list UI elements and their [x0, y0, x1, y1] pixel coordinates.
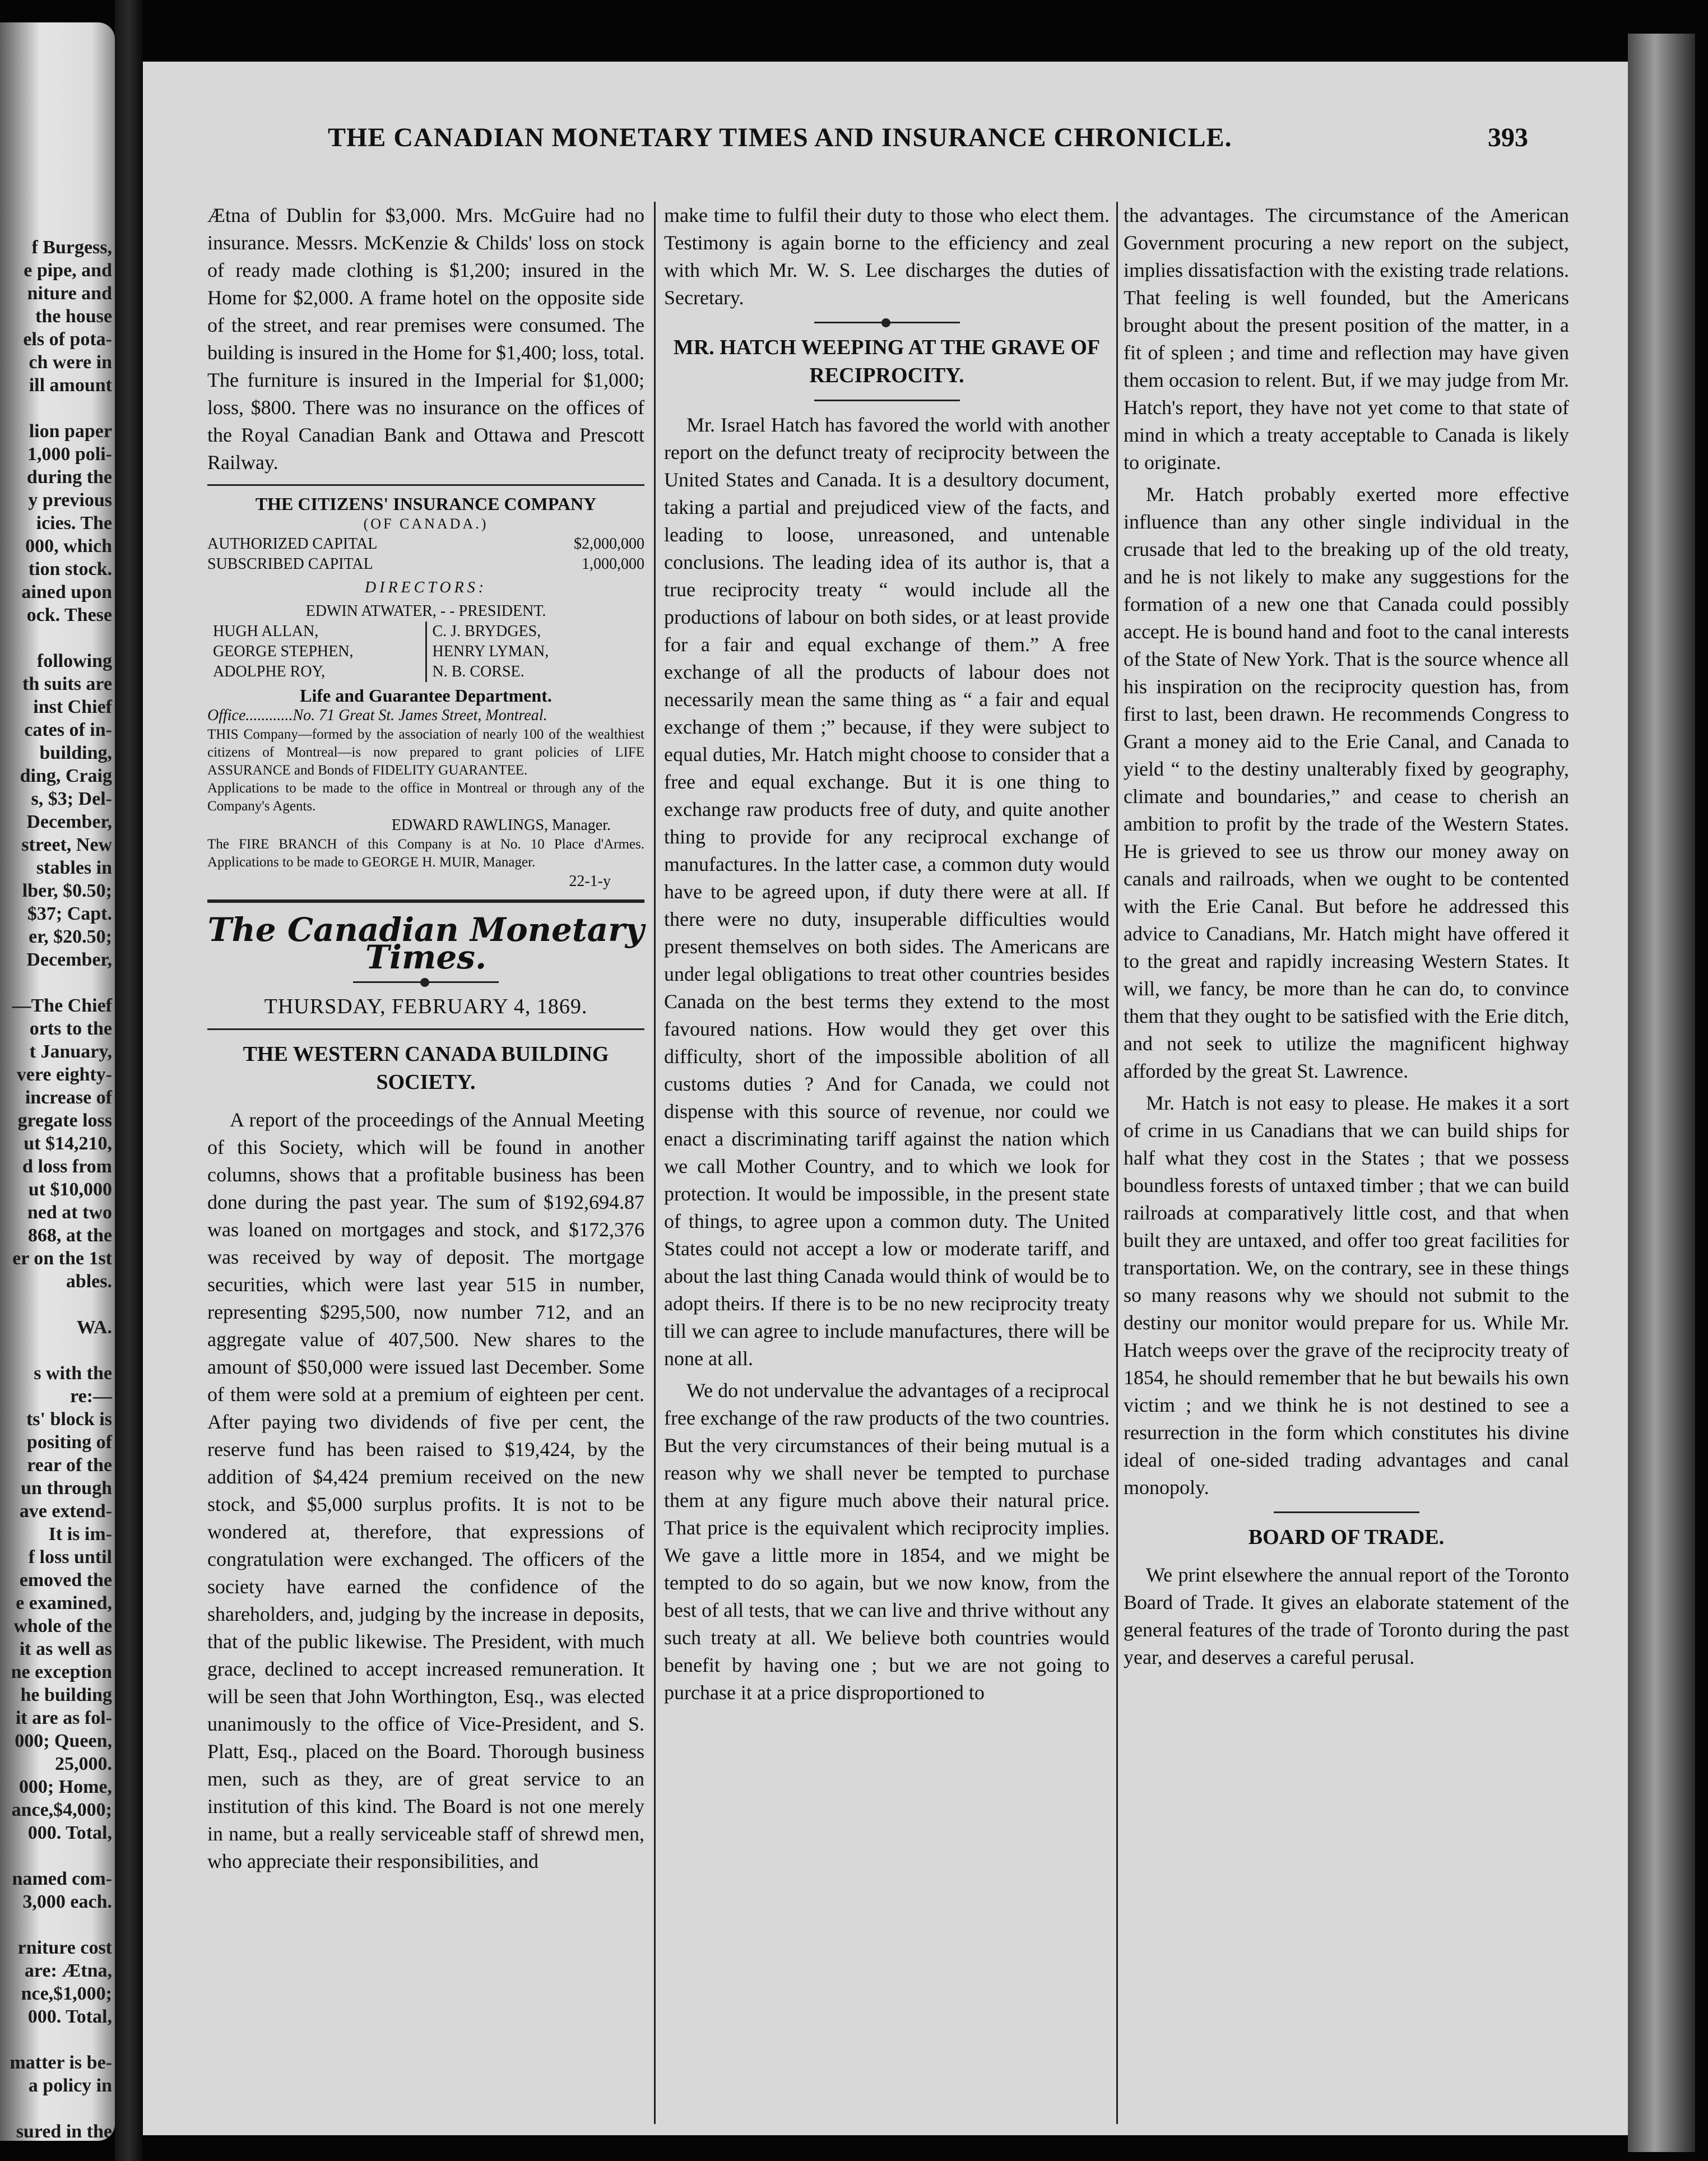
subscribed-capital-value: 1,000,000: [582, 555, 644, 573]
facing-page-text-fragment: 000. Total,: [27, 1823, 112, 1843]
facing-page-text-fragment: following: [36, 651, 112, 671]
facing-page-text-fragment: er on the 1st: [12, 1248, 112, 1269]
subscribed-capital-row: [207, 554, 644, 574]
facing-page-text-fragment: 000; Queen,: [15, 1731, 112, 1751]
column-3: [1124, 202, 1569, 1676]
facing-page-text-fragment: matter is be-: [10, 2052, 112, 2073]
facing-page-text-fragment: ding, Craig: [20, 766, 112, 786]
directors-left: [207, 622, 427, 682]
director-name: C. J. BRYDGES,: [432, 623, 541, 640]
director-name: HENRY LYMAN,: [432, 643, 549, 660]
facing-page-text-fragment: WA.: [76, 1317, 112, 1338]
ad-company-name: THE CITIZENS' INSURANCE COMPANY: [255, 494, 597, 514]
ad-body: THIS Company—formed by the association of nearly 100 of the wealthiest citizens of Montreal—is now prepared to grant policies of LIFE ASSURANCE and Bonds of FIDELITY GUARANTEE.: [207, 727, 644, 778]
ad-applications: Applications to be made to the office in Montreal or through any of the Company's Agents.: [207, 781, 644, 814]
facing-page-text-fragment: rear of the: [27, 1455, 112, 1476]
article-headline: THE WESTERN CANADA BUILDING SOCIETY.: [243, 1042, 609, 1094]
facing-page-text-fragment: a policy in: [28, 2075, 112, 2096]
facing-page-text-fragment: e pipe, and: [24, 260, 112, 281]
facing-page-fragment: [0, 22, 115, 2141]
facing-page-text-fragment: 25,000.: [55, 1754, 112, 1774]
ad-fire-branch: The FIRE BRANCH of this Company is at No. 10 Place d'Armes. Applications to be made to GEORGE H. MUIR, Manager.: [207, 837, 644, 870]
facing-page-text-fragment: orts to the: [29, 1018, 112, 1039]
facing-page-text-fragment: els of pota-: [23, 329, 112, 350]
facing-page-text-fragment: positing of: [26, 1432, 112, 1453]
facing-page-text-fragment: ts' block is: [26, 1409, 112, 1430]
facing-page-text-fragment: 000; Home,: [18, 1777, 112, 1797]
authorized-capital-label: AUTHORIZED CAPITAL: [207, 535, 378, 553]
director-name: HUGH ALLAN,: [213, 623, 319, 640]
facing-page-text-fragment: ained upon: [21, 582, 112, 602]
facing-page-text-fragment: nce,$1,000;: [21, 1983, 112, 2004]
facing-page-text-fragment: —The Chief: [12, 995, 112, 1016]
article-paragraph: Mr. Hatch probably exerted more effective influence than any other single individual in the crusade that led to the breaking up of the old treaty, and he is not likely to make any suggestions for the formation of a new one that Canada could possibly accept. He is bound hand and foot to the canal interests of the State of New York. That is the source whence all his inspiration on the reciprocity question has, from first to last, been drawn. He recommends Congress to Grant a money aid to the Erie Canal, and Canada to yield “ to the destiny unalterably fixed by geography, climate and boundaries,” and cease to cherish an ambition to profit by the trade of the Western States. He is grieved to see us throw our money away on canals and railroads, when we ought to be contented with the Erie Canal. But before he addressed this advice to Canadians, Mr. Hatch might have offered it to the great and rapidly increasing Western States. It will, we fancy, be more than he can do, to convince them that they ought to be satisfied with the Erie ditch, and not seek to utilize the magnificent highway afforded by the great St. Lawrence.: [1124, 483, 1569, 1082]
ad-manager: EDWARD RAWLINGS, Manager.: [391, 817, 611, 834]
facing-page-text-fragment: ne exception: [11, 1662, 112, 1682]
facing-page-text-fragment: icies. The: [36, 513, 112, 534]
article-paragraph: We do not undervalue the advantages of a reciprocal free exchange of the raw products of the two countries. But the very circumstances of their being mutual is a reason why we shall never be tempted to purchase them at any figure much above their natural price. That price is the equivalent which reciprocity implies. We gave a little more in 1854, and we might be tempted to do so again, but we now know, from the best of all tests, that we can live and thrive without any such treaty at all. We believe both countries would benefit by having one ; but we are not going to purchase it at a price disproportioned to: [664, 1379, 1110, 1704]
facing-page-text-fragment: emoved the: [19, 1570, 112, 1590]
column-rule: [1116, 202, 1118, 2124]
facing-page-text-fragment: ables.: [66, 1271, 112, 1292]
facing-page-text-fragment: rniture cost: [17, 1937, 112, 1958]
facing-page-text-fragment: e examined,: [16, 1593, 112, 1613]
facing-page-text-fragment: are: Ætna,: [24, 1960, 112, 1981]
article-paragraph: A report of the proceedings of the Annual Meeting of this Society, which will be found in another columns, shows that a profitable business has been done during the past year. The sum of $192,694.87 was loaned on mortgages and stock, and $172,376 was received by way of deposit. The mortgage securities, which were last year 515 in number, representing $295,500, now number 712, and an aggregate value of 407,500. New shares to the amount of $50,000 were issued last December. Some of them were sold at a premium of eighteen per cent. After paying two dividends of five per cent, the reserve fund has been raised to $19,424, by the addition of $4,424 premium received on the new stock, and $5,000 surplus profits. It is not to be wondered at, therefore, that expressions of congratulation were exchanged. The officers of the society have earned the confidence of the shareholders, and, judging by the increase in deposits, that of the public likewise. The President, with much grace, declined to accept increased remuneration. It will be seen that John Worthington, Esq., was elected unanimously to the office of Vice-President, and S. Platt, Esq., placed on the Board. Thorough business men, such as they, are of great service to an institution of this kind. The Board is not one merely in name, but a really serviceable staff of shrewd men, who appreciate their responsibilities, and: [207, 1109, 644, 1872]
subscribed-capital-label: SUBSCRIBED CAPITAL: [207, 555, 373, 573]
facing-page-text-fragment: named com-: [12, 1868, 112, 1889]
facing-page-text-fragment: d loss from: [22, 1156, 112, 1177]
facing-page-text-fragment: stables in: [36, 857, 112, 878]
masthead: The Canadian Monetary Times.: [207, 911, 644, 976]
facing-page-text-fragment: th suits are: [22, 674, 112, 694]
article-headline: MR. HATCH WEEPING AT THE GRAVE OF RECIPROCITY.: [673, 336, 1101, 387]
facing-page-text-fragment: $37; Capt.: [27, 903, 112, 924]
facing-page-text-fragment: 868, at the: [27, 1225, 112, 1246]
facing-page-text-fragment: un through: [21, 1478, 112, 1499]
facing-page-text-fragment: vere eighty-: [16, 1064, 112, 1085]
newspaper-page: [143, 62, 1656, 2135]
page-header: [143, 122, 1656, 167]
facing-page-text-fragment: ill amount: [29, 375, 112, 396]
ornament-rule: [1274, 1511, 1419, 1513]
column-rule: [654, 202, 656, 2124]
directors-heading: DIRECTORS:: [364, 579, 488, 596]
column-1: [207, 202, 644, 1880]
running-title: THE CANADIAN MONETARY TIMES AND INSURANCE CHRONICLE.: [328, 123, 1232, 152]
dateline: THURSDAY, FEBRUARY 4, 1869.: [264, 995, 588, 1018]
facing-page-text-fragment: 1,000 poli-: [27, 444, 112, 465]
facing-page-text-fragment: It is im-: [48, 1524, 112, 1545]
facing-page-text-fragment: increase of: [25, 1087, 112, 1108]
facing-page-text-fragment: s with the: [34, 1363, 112, 1384]
facing-page-text-fragment: niture and: [27, 283, 112, 304]
article-paragraph: the advantages. The circumstance of the American Government procuring a new report on the subject, implies dissatisfaction with the existing trade relations. That feeling is well founded, but the Americans brought about the present position of the matter, in a fit of spleen ; and time and reflection may have given them occasion to relent. But, if we may judge from Mr. Hatch's report, they have not yet come to that state of mind in which a treaty acceptable to Canada is likely to originate.: [1124, 204, 1569, 474]
facing-page-text-fragment: during the: [26, 467, 112, 488]
divider: [207, 899, 644, 903]
facing-page-text-fragment: it as well as: [19, 1639, 112, 1659]
department-heading: Life and Guarantee Department.: [300, 685, 552, 706]
ornament-rule: [353, 981, 499, 983]
facing-page-text-fragment: f loss until: [28, 1547, 112, 1568]
facing-page-text-fragment: he building: [20, 1685, 112, 1705]
facing-page-text-fragment: ock. These: [26, 605, 112, 625]
director-name: ADOLPHE ROY,: [213, 663, 326, 680]
office-address: Office............No. 71 Great St. James Street, Montreal.: [207, 707, 547, 724]
page-edge-shadow: [1628, 34, 1695, 2152]
facing-page-text-fragment: er, $20.50;: [29, 926, 112, 947]
director-name: GEORGE STEPHEN,: [213, 643, 354, 660]
facing-page-text-fragment: 3,000 each.: [22, 1891, 112, 1912]
citizens-insurance-ad: [207, 494, 644, 892]
ad-of-canada: (OF CANADA.): [363, 516, 489, 532]
facing-page-text-fragment: building,: [39, 743, 112, 763]
president-line: EDWIN ATWATER, - - PRESIDENT.: [305, 602, 546, 620]
article-continuation: make time to fulfil their duty to those who elect them. Testimony is again borne to the efficiency and zeal with which Mr. W. S. Lee discharges the duties of Secretary.: [664, 204, 1110, 309]
ad-code: 22-1-y: [569, 873, 611, 890]
facing-page-text-fragment: December,: [26, 949, 112, 970]
facing-page-text-fragment: December,: [26, 811, 112, 832]
facing-page-text-fragment: gregate loss: [17, 1110, 112, 1131]
facing-page-text-fragment: re:—: [70, 1386, 112, 1407]
facing-page-text-fragment: inst Chief: [33, 697, 112, 717]
facing-page-text-fragment: ch were in: [29, 352, 112, 373]
facing-page-text-fragment: ned at two: [27, 1202, 112, 1223]
page-number: 393: [1488, 123, 1528, 152]
facing-page-text-fragment: street, New: [21, 834, 112, 855]
directors-list: [207, 622, 644, 682]
facing-page-text-fragment: 000. Total,: [27, 2006, 112, 2027]
authorized-capital-row: [207, 534, 644, 554]
article-paragraph: Mr. Hatch is not easy to please. He makes it a sort of crime in us Canadians that we can build ships for half what they cost in the States ; that we possess boundless forests of untaxed timber ; that we can build railroads at comparatively little cost, and that when built they are untaxed, and offer too great facilities for transportation. We, on the contrary, see in these things so many reasons why we should not submit to the destiny our monitor would prepare for us. While Mr. Hatch weeps over the grave of the reciprocity treaty of 1854, he should remember that he but bewails his own victim ; and we think he is not destined to see a resurrection in the form which constitutes his divine ideal of one-sided trading advantages and canal monopoly.: [1124, 1092, 1569, 1499]
facing-page-text-fragment: ut $10,000: [28, 1179, 112, 1200]
facing-page-text-fragment: ave extend-: [19, 1501, 112, 1522]
ornament-rule: [814, 322, 960, 323]
facing-page-text-fragment: lion paper: [29, 421, 112, 442]
facing-page-text-fragment: s, $3; Del-: [31, 789, 112, 809]
facing-page-text-fragment: 000, which: [25, 536, 112, 557]
facing-page-text-fragment: tion stock.: [28, 559, 112, 579]
facing-page-text-fragment: lber, $0.50;: [22, 880, 112, 901]
facing-page-text-fragment: the house: [35, 306, 112, 327]
article-paragraph: We print elsewhere the annual report of the Toronto Board of Trade. It gives an elaborate statement of the general features of the trade of Toronto during the past year, and deserves a careful perusal.: [1124, 1564, 1569, 1668]
facing-page-text-fragment: whole of the: [13, 1616, 112, 1636]
facing-page-text-fragment: cates of in-: [24, 720, 112, 740]
article-headline: BOARD OF TRADE.: [1248, 1525, 1445, 1549]
facing-page-text-fragment: ance,$4,000;: [11, 1800, 112, 1820]
divider: [207, 1028, 644, 1030]
article-paragraph: Mr. Israel Hatch has favored the world with another report on the defunct treaty of reciprocity between the United States and Canada. It is a desultory document, taking a partial and prejudiced view of the facts, and leading to loose, unreasoned, and untenable conclusions. The leading idea of its author is, that a true reciprocity treaty “ would include all the productions of labour on both sides, or at least provide for a fair and equal exchange of them.” A free exchange of all the products of labour does not necessarily mean the same thing as “ a fair and equal exchange of them ;” because, if they were subject to equal duties, Mr. Hatch might choose to consider that a free and equal exchange. But it is one thing to exchange raw products free of duty, and quite another thing to provide for any reciprocal exchange of manufactures. In the latter case, a common duty would have to be agreed upon, if duty there were at all. If there were no duty, insuperable difficulties would present themselves on both sides. The Americans are under legal obligations to treat other countries besides Canada on the best terms they extend to the most favoured nations. How would they get over this difficulty, short of the impossible abolition of all customs duties ? And for Canada, we could not dispense with this source of revenue, nor could we enact a discriminating tariff against the nation which we call Mother Country, and to which we look for protection. It would be impossible, in the present state of things, to agree upon a common duty. The United States could not accept a low or moderate tariff, and about the last thing Canada would think of would be to adopt theirs. If there is to be no new reciprocity treaty till we can agree to include manufactures, there will be none at all.: [664, 414, 1110, 1370]
column-2: [664, 202, 1110, 1711]
facing-page-text-fragment: it are as fol-: [15, 1708, 112, 1728]
facing-page-text-fragment: ut $14,210,: [24, 1133, 112, 1154]
divider: [207, 484, 644, 486]
director-name: N. B. CORSE.: [432, 663, 525, 680]
authorized-capital-value: $2,000,000: [574, 535, 644, 553]
book-gutter: [115, 0, 143, 2161]
facing-page-text-fragment: f Burgess,: [31, 237, 112, 258]
fire-report-text: Ætna of Dublin for $3,000. Mrs. McGuire had no insurance. Messrs. McKenzie & Childs' loss on stock of ready made clothing is $1,200; insured in the Home for $2,000. A frame hotel on the opposite side of the street, and rear premises were consumed. The building is insured in the Home for $1,400; loss, total. The furniture is insured in the Imperial for $1,000; loss, $800. There was no insurance on the offices of the Royal Canadian Bank and Ottawa and Prescott Railway.: [207, 204, 644, 474]
directors-right: [427, 622, 645, 682]
ornament-rule: [814, 400, 960, 401]
facing-page-text-fragment: t January,: [29, 1041, 112, 1062]
facing-page-text-fragment: y previous: [28, 490, 112, 511]
facing-page-text-fragment: sured in the: [16, 2121, 112, 2141]
